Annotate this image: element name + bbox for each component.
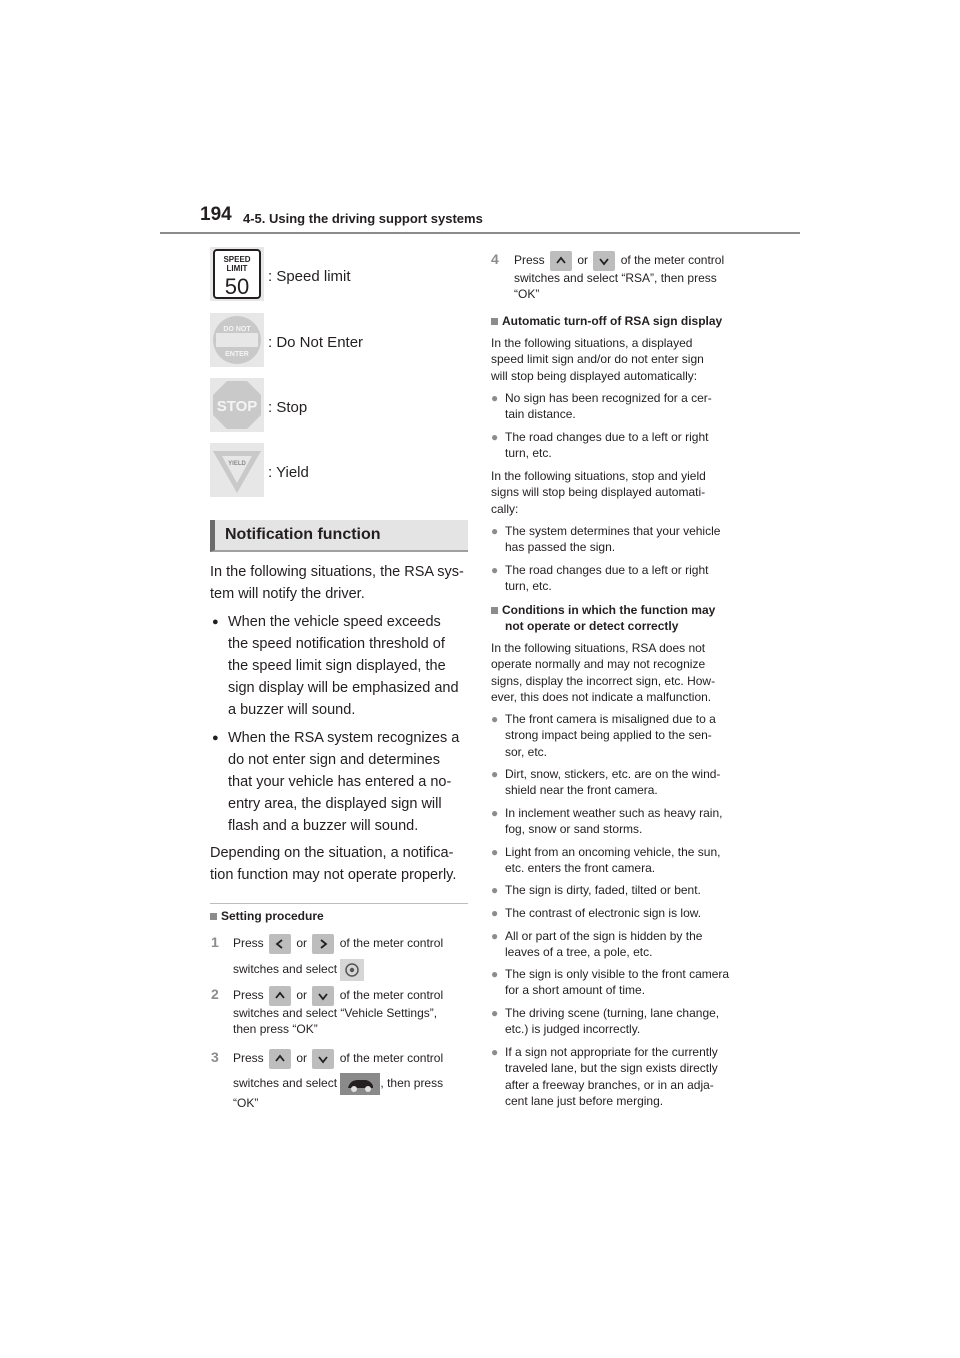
gear-icon — [340, 959, 364, 981]
notification-bullet-1 — [210, 611, 472, 721]
text-line: flash and a buzzer will sound. — [228, 818, 419, 834]
auto-off-bullet: ● The road changes due to a left or right turn, etc. — [491, 430, 709, 461]
bullet-dot: ● — [491, 806, 499, 820]
bullet-dot: ● — [491, 1045, 499, 1059]
condition-item: ● The driving scene (turning, lane change, etc.) is judged incorrectly. — [491, 1006, 720, 1037]
bullet-dot: ● — [491, 712, 499, 726]
bullet-dot: ● — [491, 563, 499, 577]
text-line: entry area, the displayed sign will — [228, 796, 442, 812]
bullet-dot: ● — [491, 845, 499, 859]
conditions-heading: Conditions in which the function may not operate or detect correctly — [491, 602, 715, 634]
bullet-dot: ● — [491, 430, 499, 444]
do-not-enter-sign-icon — [210, 313, 264, 367]
speed-limit-sign-icon — [210, 247, 264, 301]
square-bullet-icon — [491, 318, 498, 325]
bullet-dot: ● — [491, 391, 499, 405]
step-number: 4 — [491, 251, 499, 267]
step-4: Press or of the meter control switches and select “RSA”, then press “OK” — [514, 250, 754, 303]
sign-label-yield: : Yield — [268, 464, 309, 481]
text-line: the speed notification threshold of — [228, 636, 445, 652]
text-line: sign display will be emphasized and — [228, 680, 459, 696]
text-line: In the following situations, the RSA sys- — [210, 564, 464, 580]
bullet-dot: ● — [491, 967, 499, 981]
down-arrow-button-icon — [312, 1049, 334, 1069]
yield-sign-text: YIELD — [228, 461, 246, 467]
text-line: switches and select “RSA”, then press — [514, 271, 717, 285]
up-arrow-button-icon — [550, 251, 572, 271]
bullet-dot: ● — [491, 906, 499, 920]
right-arrow-button-icon — [312, 934, 334, 954]
text-line: When the RSA system recognizes a — [228, 730, 460, 746]
notification-intro — [210, 561, 472, 605]
setting-heading: Setting procedure — [210, 909, 324, 923]
bullet-dot: ● — [491, 929, 499, 943]
auto-off-intro-2: In the following situations, stop and yield signs will stop being displayed automati- cally: — [491, 469, 706, 516]
sign-label-do-not-enter: : Do Not Enter — [268, 334, 364, 351]
text-line: do not enter sign and determines — [228, 752, 440, 768]
condition-item: ● The sign is dirty, faded, tilted or bent. — [491, 883, 701, 897]
auto-off-bullet: ● No sign has been recognized for a cer- tain distance. — [491, 391, 712, 422]
bullet-dot: ● — [491, 524, 499, 538]
auto-off-heading: Automatic turn-off of RSA sign display — [491, 314, 722, 328]
notification-bullet-2 — [210, 727, 472, 837]
notification-heading-bar — [210, 520, 468, 552]
bullet-dot: ● — [491, 883, 499, 897]
text-line: then press “OK” — [233, 1022, 318, 1037]
condition-item: ● Light from an oncoming vehicle, the sun, etc. enters the front camera. — [491, 845, 721, 876]
sign-label-stop: : Stop — [268, 399, 308, 416]
auto-off-intro-1: In the following situations, a displayed speed limit sign and/or do not enter sign will stop being displayed automatically: — [491, 336, 704, 383]
condition-item: ● The sign is only visible to the front camera for a short amount of time. — [491, 967, 730, 998]
divider — [210, 903, 468, 904]
up-arrow-button-icon — [269, 986, 291, 1006]
condition-item: ● All or part of the sign is hidden by the leaves of a tree, a pole, etc. — [491, 929, 703, 960]
text-line: switches and select “Vehicle Settings”, — [233, 1006, 438, 1020]
condition-item: ● If a sign not appropriate for the currently traveled lane, but the sign exists directly after a freeway branches, or in an adja- cent lane just before merging. — [491, 1045, 718, 1108]
text-line: tion function may not operate properly. — [210, 867, 457, 883]
square-bullet-icon — [491, 607, 498, 614]
bullet-dot: ● — [212, 616, 219, 628]
condition-item: ● Dirt, snow, stickers, etc. are on the wind- shield near the front camera. — [491, 767, 721, 798]
conditions-intro: In the following situations, RSA does not operate normally and may not recognize signs, display the incorrect sign, etc. How- ever, this does not indicate a malfunction. — [491, 641, 716, 704]
step-number: 1 — [211, 934, 219, 950]
condition-item: ● The contrast of electronic sign is low. — [491, 906, 702, 920]
speed-sign-text-1: SPEED — [223, 255, 251, 264]
yield-sign-icon — [210, 443, 264, 497]
notification-outro — [210, 842, 472, 886]
text-line: the speed limit sign displayed, the — [228, 658, 446, 674]
auto-off-bullet: ● The system determines that your vehicle has passed the sign. — [491, 524, 721, 555]
text-line: “OK” — [233, 1096, 259, 1110]
auto-off-bullet: ● The road changes due to a left or right turn, etc. — [491, 563, 709, 594]
speed-sign-text-2: LIMIT — [226, 264, 248, 273]
condition-item: ● The front camera is misaligned due to a strong impact being applied to the sen- sor, etc. — [491, 712, 716, 759]
section-title: 4-5. Using the driving support systems — [243, 211, 483, 226]
step-number: 3 — [211, 1049, 219, 1065]
step-3: Press or of the meter control switches and select , then press “OK” — [233, 1048, 473, 1111]
bullet-dot: ● — [212, 732, 219, 744]
stop-sign-text: STOP — [216, 398, 258, 415]
notification-heading: Notification function — [225, 526, 381, 543]
text-line: that your vehicle has entered a no- — [228, 774, 452, 790]
vehicle-sign-icon — [340, 1073, 380, 1095]
step-1: Press or of the meter control switches and select — [233, 933, 473, 981]
left-arrow-button-icon — [269, 934, 291, 954]
text-line: When the vehicle speed exceeds — [228, 614, 441, 630]
up-arrow-button-icon — [269, 1049, 291, 1069]
speed-sign-value: 50 — [224, 274, 250, 299]
header-rule — [160, 232, 800, 234]
sign-label-speed-limit: : Speed limit — [268, 268, 351, 285]
dne-sign-text-1: DO NOT — [223, 326, 251, 333]
down-arrow-button-icon — [593, 251, 615, 271]
bullet-dot: ● — [491, 1006, 499, 1020]
text-line: Depending on the situation, a notifica- — [210, 845, 454, 861]
step-2: Press or of the meter control switches and select “Vehicle Settings”, then press “OK” — [233, 985, 473, 1038]
down-arrow-button-icon — [312, 986, 334, 1006]
dne-sign-text-2: ENTER — [225, 351, 249, 358]
stop-sign-icon — [210, 378, 264, 432]
bullet-dot: ● — [491, 767, 499, 781]
text-line: a buzzer will sound. — [228, 702, 356, 718]
text-line: tem will notify the driver. — [210, 586, 365, 602]
text-line: “OK” — [514, 287, 540, 302]
page-number: 194 — [200, 204, 232, 225]
step-number: 2 — [211, 986, 219, 1002]
condition-item: ● In inclement weather such as heavy rain, fog, snow or sand storms. — [491, 806, 723, 837]
square-bullet-icon — [210, 913, 217, 920]
